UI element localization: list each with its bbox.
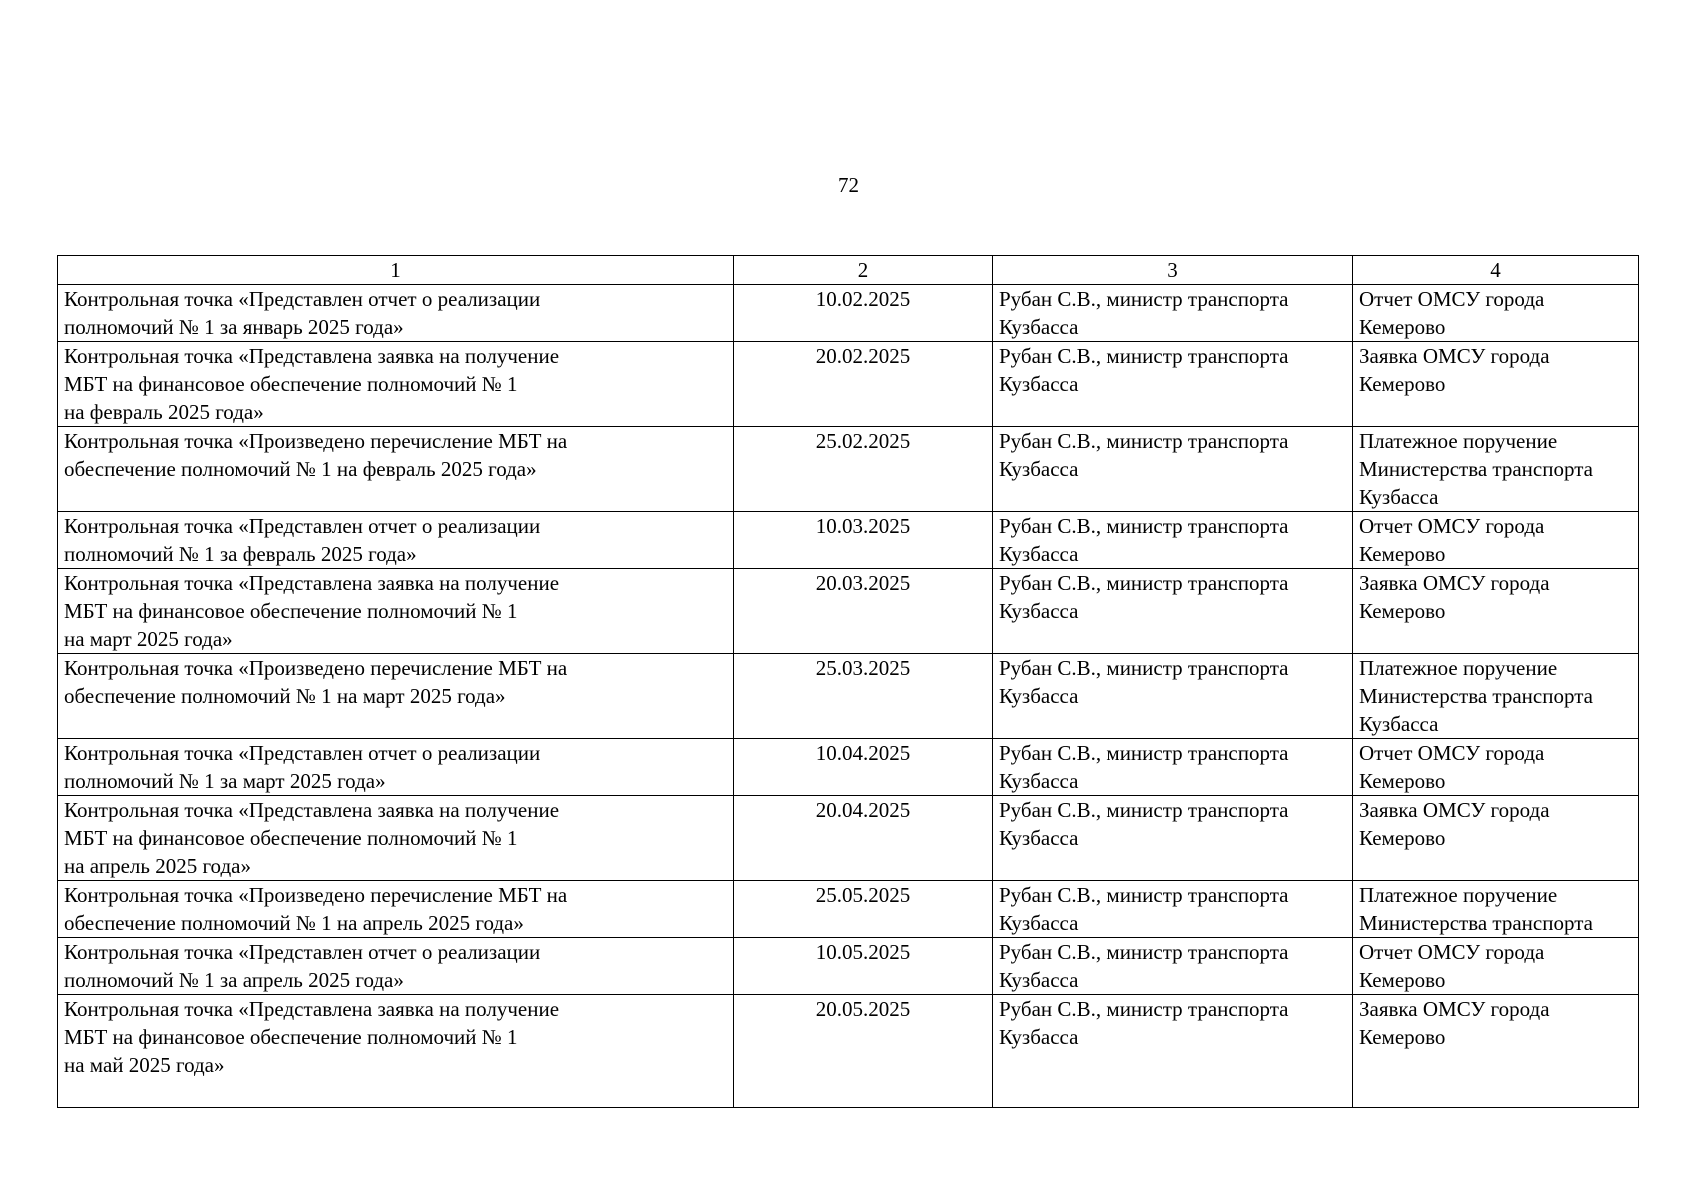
description-text: Контрольная точка «Представлена заявка на получение МБТ на финансовое обеспечение полномочий № 1 на май 2025 года» [64, 997, 560, 1077]
description-text: Контрольная точка «Представлена заявка на получение МБТ на финансовое обеспечение полномочий № 1 на апрель 2025 года» [64, 798, 560, 878]
description-cell [58, 342, 734, 427]
responsible-cell [993, 881, 1353, 938]
description-text: Контрольная точка «Произведено перечисление МБТ на обеспечение полномочий № 1 на март 2025 года» [64, 656, 568, 708]
responsible-text: Рубан С.В., министр транспорта Кузбасса [999, 344, 1289, 396]
document-text: Платежное поручение Министерства транспорта Кузбасса [1359, 429, 1593, 509]
description-cell [58, 881, 734, 938]
description-cell [58, 796, 734, 881]
description-text: Контрольная точка «Представлен отчет о реализации полномочий № 1 за февраль 2025 года» [64, 514, 541, 566]
responsible-text: Рубан С.В., министр транспорта Кузбасса [999, 287, 1289, 339]
description-text: Контрольная точка «Представлена заявка на получение МБТ на финансовое обеспечение полномочий № 1 на февраль 2025 года» [64, 344, 560, 424]
column-header-1: 1 [58, 256, 734, 285]
responsible-cell [993, 796, 1353, 881]
document-text: Заявка ОМСУ города Кемерово [1359, 798, 1550, 850]
description-cell [58, 995, 734, 1108]
document-text: Платежное поручение Министерства транспорта [1359, 883, 1593, 935]
responsible-cell [993, 569, 1353, 654]
responsible-cell [993, 995, 1353, 1108]
description-text: Контрольная точка «Произведено перечисление МБТ на обеспечение полномочий № 1 на апрель 2025 года» [64, 883, 568, 935]
table-header-row [58, 256, 1639, 285]
responsible-cell [993, 342, 1353, 427]
document-cell [1353, 739, 1639, 796]
document-cell [1353, 569, 1639, 654]
document-text: Отчет ОМСУ города Кемерово [1359, 741, 1545, 793]
responsible-cell [993, 654, 1353, 739]
date-cell [734, 796, 993, 881]
responsible-cell [993, 938, 1353, 995]
responsible-text: Рубан С.В., министр транспорта Кузбасса [999, 997, 1289, 1049]
table-row [58, 342, 1639, 427]
date-text: 25.02.2025 [815, 429, 911, 453]
description-text: Контрольная точка «Представлен отчет о реализации полномочий № 1 за январь 2025 года» [64, 287, 541, 339]
column-header-4: 4 [1353, 256, 1639, 285]
responsible-text: Рубан С.В., министр транспорта Кузбасса [999, 940, 1289, 992]
responsible-cell [993, 285, 1353, 342]
date-text: 20.03.2025 [815, 571, 911, 595]
date-cell [734, 654, 993, 739]
date-text: 20.04.2025 [815, 798, 911, 822]
responsible-text: Рубан С.В., министр транспорта Кузбасса [999, 656, 1289, 708]
description-cell [58, 569, 734, 654]
description-cell [58, 654, 734, 739]
description-text: Контрольная точка «Представлен отчет о реализации полномочий № 1 за апрель 2025 года» [64, 940, 541, 992]
table-row [58, 427, 1639, 512]
description-text: Контрольная точка «Представлена заявка на получение МБТ на финансовое обеспечение полномочий № 1 на март 2025 года» [64, 571, 560, 651]
responsible-cell [993, 739, 1353, 796]
date-text: 10.02.2025 [815, 287, 911, 311]
table-row [58, 285, 1639, 342]
responsible-text: Рубан С.В., министр транспорта Кузбасса [999, 429, 1289, 481]
document-cell [1353, 654, 1639, 739]
description-text: Контрольная точка «Представлен отчет о реализации полномочий № 1 за март 2025 года» [64, 741, 541, 793]
document-cell [1353, 342, 1639, 427]
table-row [58, 796, 1639, 881]
date-text: 25.05.2025 [815, 883, 911, 907]
responsible-text: Рубан С.В., министр транспорта Кузбасса [999, 741, 1289, 793]
table-row [58, 938, 1639, 995]
table-row [58, 739, 1639, 796]
table-row [58, 569, 1639, 654]
date-text: 20.02.2025 [815, 344, 911, 368]
document-text: Отчет ОМСУ города Кемерово [1359, 514, 1545, 566]
document-cell [1353, 796, 1639, 881]
description-cell [58, 938, 734, 995]
page-number: 72 [838, 173, 859, 197]
document-cell [1353, 285, 1639, 342]
control-points-table [57, 255, 1639, 1108]
date-cell [734, 512, 993, 569]
description-cell [58, 512, 734, 569]
document-text: Заявка ОМСУ города Кемерово [1359, 344, 1550, 396]
date-cell [734, 285, 993, 342]
column-header-2: 2 [734, 256, 993, 285]
date-text: 10.05.2025 [815, 940, 911, 964]
responsible-cell [993, 512, 1353, 569]
document-text: Отчет ОМСУ города Кемерово [1359, 287, 1545, 339]
document-cell [1353, 427, 1639, 512]
document-text: Заявка ОМСУ города Кемерово [1359, 997, 1550, 1049]
table-row [58, 654, 1639, 739]
table-row [58, 995, 1639, 1108]
date-text: 25.03.2025 [815, 656, 911, 680]
document-cell [1353, 938, 1639, 995]
description-cell [58, 285, 734, 342]
date-cell [734, 427, 993, 512]
responsible-cell [993, 427, 1353, 512]
date-text: 10.03.2025 [815, 514, 911, 538]
document-text: Платежное поручение Министерства транспорта Кузбасса [1359, 656, 1593, 736]
description-text: Контрольная точка «Произведено перечисление МБТ на обеспечение полномочий № 1 на февраль 2025 года» [64, 429, 568, 481]
date-cell [734, 739, 993, 796]
date-text: 20.05.2025 [815, 997, 911, 1021]
description-cell [58, 739, 734, 796]
responsible-text: Рубан С.В., министр транспорта Кузбасса [999, 883, 1289, 935]
responsible-text: Рубан С.В., министр транспорта Кузбасса [999, 514, 1289, 566]
document-text: Отчет ОМСУ города Кемерово [1359, 940, 1545, 992]
document-cell [1353, 512, 1639, 569]
document-cell [1353, 881, 1639, 938]
column-header-3: 3 [993, 256, 1353, 285]
date-cell [734, 995, 993, 1108]
table-row [58, 512, 1639, 569]
responsible-text: Рубан С.В., министр транспорта Кузбасса [999, 571, 1289, 623]
responsible-text: Рубан С.В., министр транспорта Кузбасса [999, 798, 1289, 850]
date-cell [734, 881, 993, 938]
date-cell [734, 342, 993, 427]
table-row [58, 881, 1639, 938]
description-cell [58, 427, 734, 512]
date-cell [734, 569, 993, 654]
document-text: Заявка ОМСУ города Кемерово [1359, 571, 1550, 623]
document-cell [1353, 995, 1639, 1108]
date-text: 10.04.2025 [815, 741, 911, 765]
date-cell [734, 938, 993, 995]
